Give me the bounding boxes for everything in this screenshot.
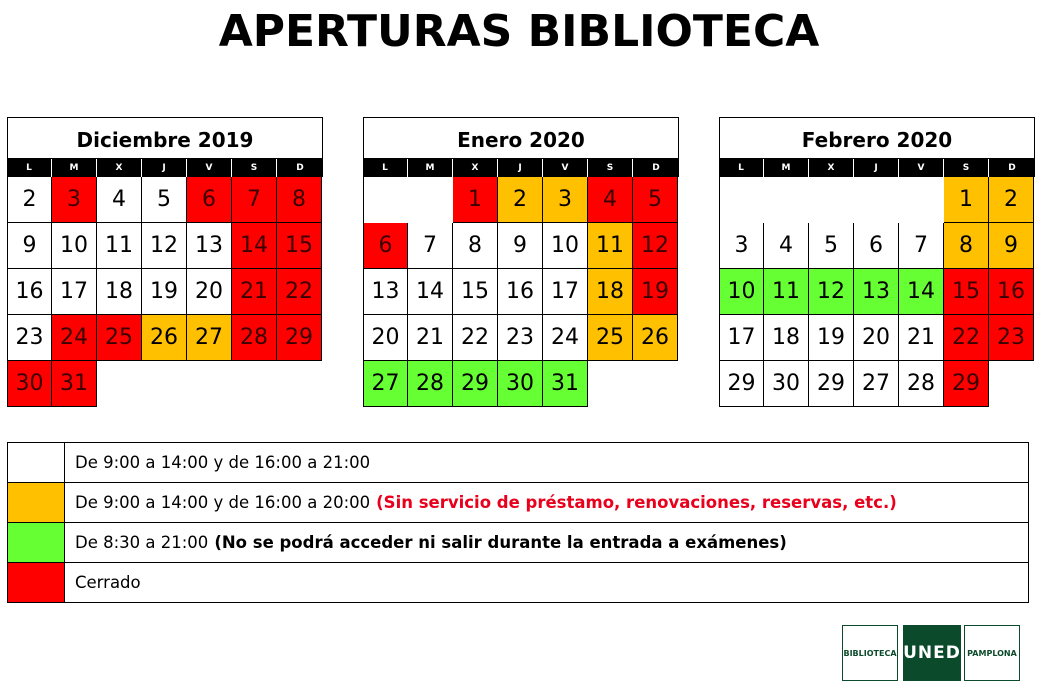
day-grid: [7, 177, 323, 407]
day-cell: 21: [899, 315, 944, 361]
day-cell: 4: [764, 223, 809, 269]
day-cell: 12: [809, 269, 854, 315]
weekday-label: L: [7, 159, 52, 177]
day-cell: 17: [719, 315, 764, 361]
day-cell: 8: [453, 223, 498, 269]
day-cell: 27: [363, 361, 408, 407]
weekday-label: M: [764, 159, 809, 177]
weekday-label: X: [453, 159, 498, 177]
day-cell: 25: [97, 315, 142, 361]
weekday-label: J: [854, 159, 899, 177]
day-cell: 11: [764, 269, 809, 315]
weekday-label: J: [142, 159, 187, 177]
legend-swatch: [8, 483, 65, 522]
day-cell: 3: [52, 177, 97, 223]
day-cell: 10: [719, 269, 764, 315]
day-cell: 1: [944, 177, 989, 223]
day-cell: 26: [142, 315, 187, 361]
day-cell: 24: [543, 315, 588, 361]
weekday-label: M: [408, 159, 453, 177]
day-cell: 27: [187, 315, 232, 361]
day-cell: 1: [453, 177, 498, 223]
day-cell: 13: [187, 223, 232, 269]
month-calendar-february: [719, 117, 1035, 407]
day-cell: 26: [633, 315, 678, 361]
day-cell: 11: [588, 223, 633, 269]
day-cell: 11: [97, 223, 142, 269]
day-cell: 18: [588, 269, 633, 315]
empty-cell: [719, 177, 764, 223]
day-cell: 29: [944, 361, 989, 407]
day-cell: 30: [764, 361, 809, 407]
day-cell: 20: [187, 269, 232, 315]
day-cell: 21: [232, 269, 277, 315]
weekday-label: J: [498, 159, 543, 177]
day-grid: [719, 177, 1035, 407]
day-cell: 29: [809, 361, 854, 407]
day-cell: 9: [498, 223, 543, 269]
weekday-label: V: [899, 159, 944, 177]
day-cell: 22: [944, 315, 989, 361]
weekday-header: [7, 159, 323, 177]
day-cell: 6: [363, 223, 408, 269]
month-title: Febrero 2020: [719, 117, 1035, 159]
legend-text: De 9:00 a 14:00 y de 16:00 a 20:00: [75, 493, 371, 512]
day-cell: 23: [989, 315, 1034, 361]
weekday-label: V: [543, 159, 588, 177]
day-cell: 23: [498, 315, 543, 361]
weekday-label: V: [187, 159, 232, 177]
legend-swatch: [8, 563, 65, 602]
day-grid: [363, 177, 679, 407]
day-cell: 19: [809, 315, 854, 361]
weekday-label: S: [232, 159, 277, 177]
day-cell: 30: [498, 361, 543, 407]
day-cell: 18: [97, 269, 142, 315]
legend-text: De 8:30 a 21:00: [75, 533, 209, 552]
day-cell: 3: [543, 177, 588, 223]
day-cell: 15: [277, 223, 322, 269]
day-cell: 4: [588, 177, 633, 223]
day-cell: 28: [232, 315, 277, 361]
legend-text: Cerrado: [75, 573, 141, 592]
day-cell: 27: [854, 361, 899, 407]
weekday-label: X: [809, 159, 854, 177]
day-cell: 8: [944, 223, 989, 269]
day-cell: 6: [854, 223, 899, 269]
day-cell: 4: [97, 177, 142, 223]
day-cell: 7: [408, 223, 453, 269]
weekday-label: S: [944, 159, 989, 177]
day-cell: 12: [633, 223, 678, 269]
day-cell: 10: [543, 223, 588, 269]
day-cell: 2: [498, 177, 543, 223]
day-cell: 31: [543, 361, 588, 407]
day-cell: 14: [899, 269, 944, 315]
day-cell: 6: [187, 177, 232, 223]
empty-cell: [899, 177, 944, 223]
legend-swatch: [8, 443, 65, 482]
empty-cell: [408, 177, 453, 223]
day-cell: 29: [277, 315, 322, 361]
day-cell: 2: [989, 177, 1034, 223]
day-cell: 7: [232, 177, 277, 223]
day-cell: 25: [588, 315, 633, 361]
month-title: Diciembre 2019: [7, 117, 323, 159]
day-cell: 14: [408, 269, 453, 315]
weekday-header: [363, 159, 679, 177]
weekday-header: [719, 159, 1035, 177]
weekday-label: D: [296, 163, 304, 173]
logo-biblioteca: BIBLIOTECA: [842, 625, 898, 681]
empty-cell: [854, 177, 899, 223]
day-cell: 31: [52, 361, 97, 407]
day-cell: 19: [633, 269, 678, 315]
month-calendar-january: [363, 117, 679, 407]
legend-row: [8, 483, 1028, 523]
day-cell: 8: [277, 177, 322, 223]
day-cell: 28: [899, 361, 944, 407]
empty-cell: [363, 177, 408, 223]
legend-note: (No se podrá acceder ni salir durante la entrada a exámenes): [214, 533, 787, 552]
day-cell: 24: [52, 315, 97, 361]
day-cell: 5: [142, 177, 187, 223]
day-cell: 17: [52, 269, 97, 315]
day-cell: 19: [142, 269, 187, 315]
page-title: APERTURAS BIBLIOTECA: [218, 6, 820, 57]
legend-row: [8, 523, 1028, 563]
day-cell: 15: [944, 269, 989, 315]
weekday-label: L: [719, 159, 764, 177]
legend-table: [7, 442, 1029, 603]
day-cell: 14: [232, 223, 277, 269]
day-cell: 13: [854, 269, 899, 315]
day-cell: 30: [7, 361, 52, 407]
day-cell: 13: [363, 269, 408, 315]
legend-row: [8, 563, 1028, 602]
day-cell: 2: [7, 177, 52, 223]
month-calendar-december: [7, 117, 323, 407]
weekday-label: M: [52, 159, 97, 177]
empty-cell: [764, 177, 809, 223]
weekday-label: S: [588, 159, 633, 177]
day-cell: 16: [989, 269, 1034, 315]
day-cell: 7: [899, 223, 944, 269]
day-cell: 16: [7, 269, 52, 315]
month-title: Enero 2020: [363, 117, 679, 159]
legend-note: (Sin servicio de préstamo, renovaciones, reservas, etc.): [376, 493, 897, 512]
day-cell: 21: [408, 315, 453, 361]
day-cell: 15: [453, 269, 498, 315]
day-cell: 20: [854, 315, 899, 361]
day-cell: 3: [719, 223, 764, 269]
day-cell: 29: [453, 361, 498, 407]
empty-cell: [809, 177, 854, 223]
day-cell: 17: [543, 269, 588, 315]
weekday-label: D: [1008, 163, 1016, 173]
weekday-label: D: [652, 163, 660, 173]
day-cell: 20: [363, 315, 408, 361]
day-cell: 10: [52, 223, 97, 269]
day-cell: 5: [633, 177, 678, 223]
day-cell: 29: [719, 361, 764, 407]
legend-text: De 9:00 a 14:00 y de 16:00 a 21:00: [75, 453, 371, 472]
legend-swatch: [8, 523, 65, 562]
day-cell: 22: [453, 315, 498, 361]
day-cell: 12: [142, 223, 187, 269]
day-cell: 18: [764, 315, 809, 361]
legend-row: [8, 443, 1028, 483]
logo-pamplona: PAMPLONA: [964, 625, 1020, 681]
day-cell: 28: [408, 361, 453, 407]
day-cell: 22: [277, 269, 322, 315]
day-cell: 9: [989, 223, 1034, 269]
day-cell: 9: [7, 223, 52, 269]
day-cell: 5: [809, 223, 854, 269]
day-cell: 23: [7, 315, 52, 361]
day-cell: 16: [498, 269, 543, 315]
weekday-label: L: [363, 159, 408, 177]
weekday-label: X: [97, 159, 142, 177]
logo-uned: UNED: [903, 625, 961, 681]
